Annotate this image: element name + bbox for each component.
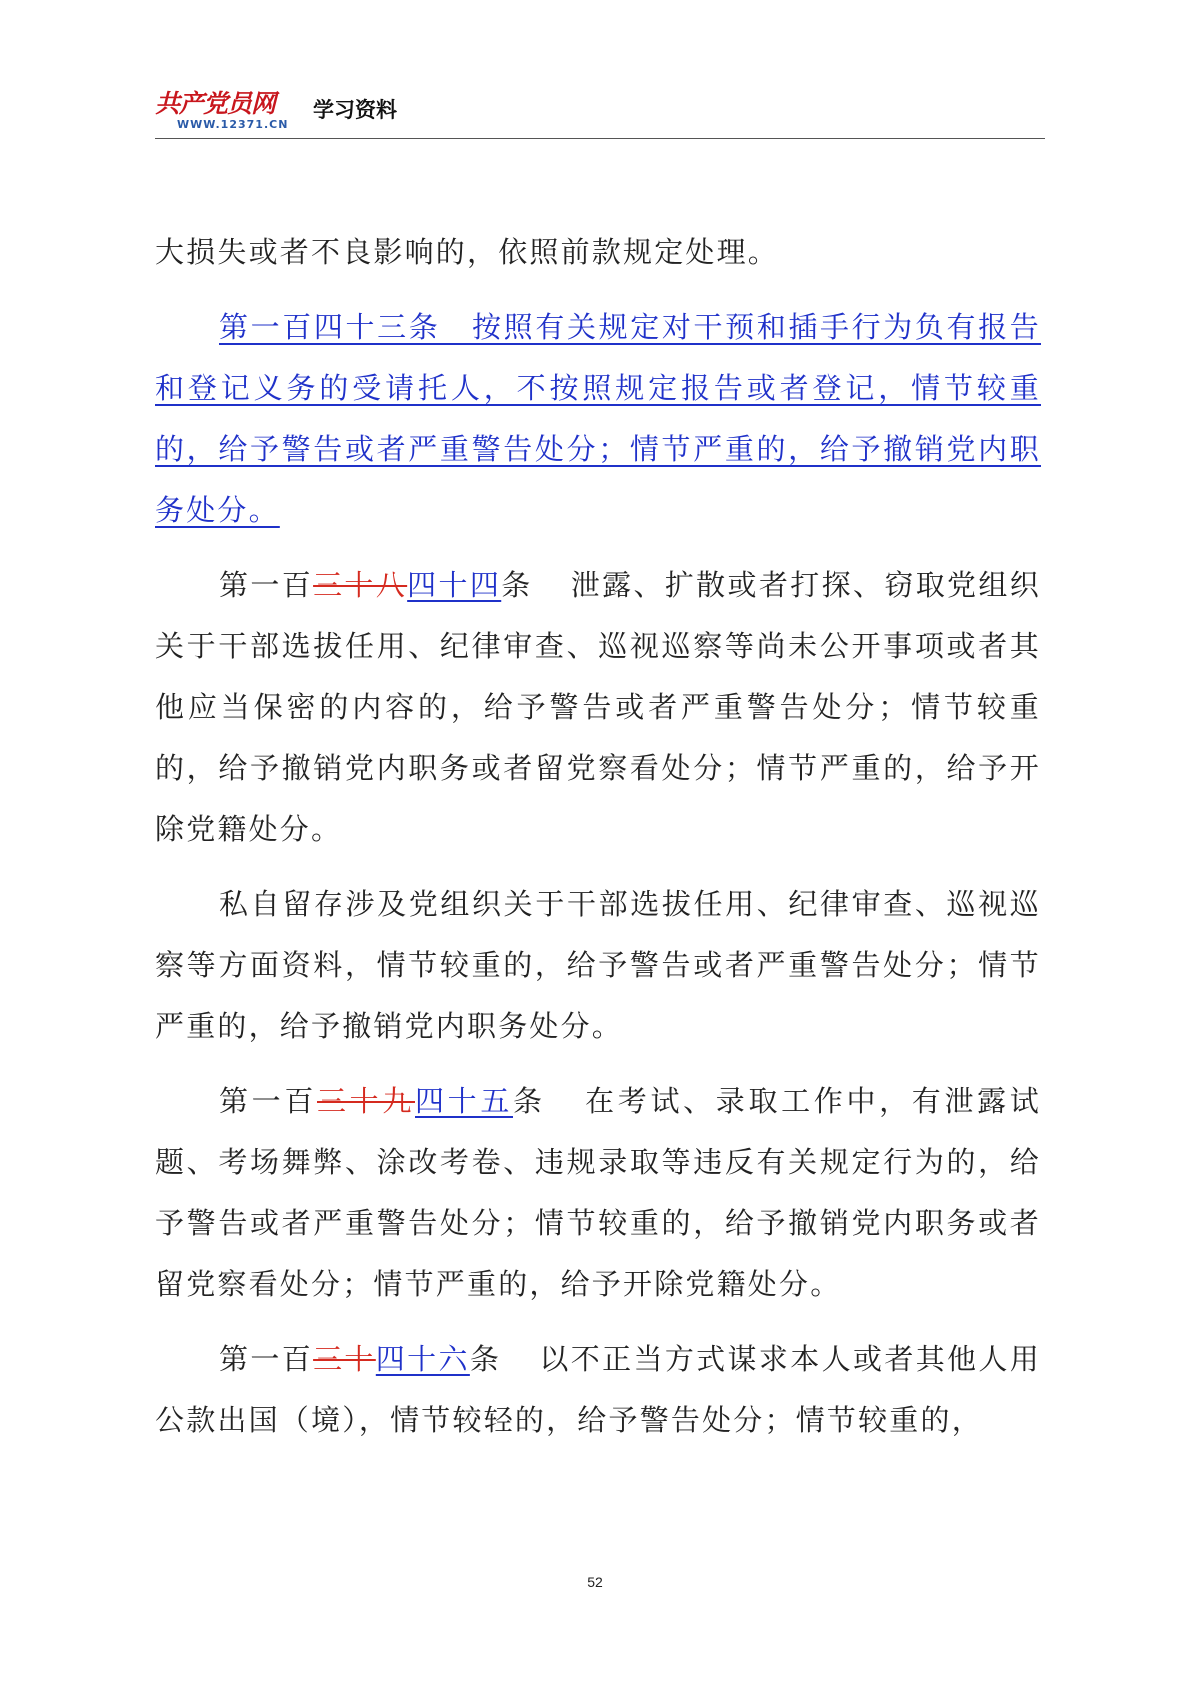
paragraph-article-146 — [155, 1329, 1041, 1451]
paragraph-article-144 — [155, 555, 1041, 860]
inserted-number: 四十五 — [415, 1084, 513, 1118]
article-body: 在考试、录取工作中，有泄露试题、考场舞弊、涂改考卷、违规录取等违反有关规定行为的，给予警告或者严重警告处分；情节较重的，给予撤销党内职务或者留党察看处分；情节严重的，给予开除党籍处分。 — [155, 1084, 1041, 1301]
paragraph-retention-clause: 私自留存涉及党组织关于干部选拔任用、纪律审查、巡视巡察等方面资料，情节较重的，给予警告或者严重警告处分；情节严重的，给予撤销党内职务处分。 — [155, 887, 1041, 1043]
inserted-article-text: 第一百四十三条 按照有关规定对干预和插手行为负有报告和登记义务的受请托人，不按照规定报告或者登记，情节较重的，给予警告或者严重警告处分；情节严重的，给予撤销党内职务处分。 — [155, 310, 1041, 527]
inserted-number: 四十六 — [375, 1342, 470, 1376]
paragraph-continuation: 大损失或者不良影响的，依照前款规定处理。 — [155, 235, 780, 269]
header-divider — [155, 138, 1045, 139]
article-suffix: 条 — [501, 568, 533, 602]
article-body: 以不正当方式谋求本人或者其他人用公款出国（境），情节较轻的，给予警告处分；情节较重的， — [155, 1342, 1041, 1437]
header-title: 学习资料 — [313, 98, 397, 122]
article-suffix: 条 — [469, 1342, 502, 1376]
page-number: 52 — [587, 1574, 603, 1590]
paragraph-article-143 — [155, 297, 1041, 541]
document-body — [155, 222, 1041, 1451]
article-body: 泄露、扩散或者打探、窃取党组织关于干部选拔任用、纪律审查、巡视巡察等尚未公开事项或者其他应当保密的内容的，给予警告或者严重警告处分；情节较重的，给予撤销党内职务或者留党察看处分；情节严重的，给予开除党籍处分。 — [155, 568, 1041, 846]
article-prefix: 第一百 — [219, 1084, 317, 1118]
logo-wordmark: 共产党员网 — [155, 89, 276, 118]
inserted-number: 四十四 — [407, 568, 502, 602]
deleted-number: 三十九 — [317, 1084, 415, 1118]
site-logo[interactable] — [155, 84, 315, 134]
article-prefix: 第一百 — [219, 568, 314, 602]
page-header — [155, 84, 1045, 140]
article-suffix: 条 — [513, 1084, 546, 1118]
deleted-number: 三十 — [313, 1342, 376, 1376]
deleted-number: 三十八 — [313, 568, 408, 602]
logo-url: WWW.12371.CN — [177, 118, 289, 131]
paragraph-article-145 — [155, 1071, 1041, 1315]
article-prefix: 第一百 — [219, 1342, 314, 1376]
